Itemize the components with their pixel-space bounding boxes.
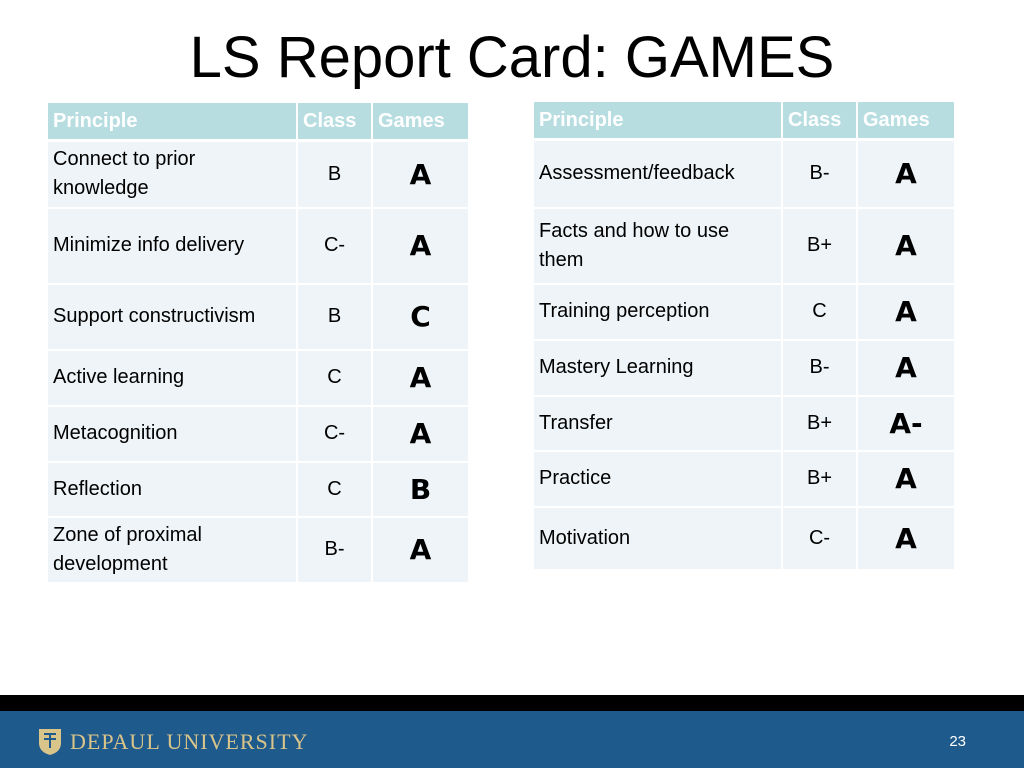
footer-black-band (0, 695, 1024, 711)
class-grade-cell: C- (297, 406, 372, 462)
header-principle: Principle (534, 102, 782, 140)
class-grade-cell: B- (782, 340, 857, 396)
principle-cell: Training perception (534, 284, 782, 340)
class-grade-cell: B (297, 141, 372, 208)
table-row (48, 284, 468, 350)
table-row (534, 140, 954, 208)
university-logo (38, 728, 308, 756)
principle-cell: Zone of proximal development (48, 517, 297, 583)
table-row (48, 208, 468, 284)
games-grade-cell: A (857, 507, 954, 570)
games-grade-cell: A (372, 350, 468, 406)
principle-cell: Metacognition (48, 406, 297, 462)
header-games: Games (372, 103, 468, 141)
table-header-row (48, 103, 468, 141)
class-grade-cell: B- (782, 140, 857, 208)
header-games: Games (857, 102, 954, 140)
principle-cell: Transfer (534, 396, 782, 451)
table-row (48, 350, 468, 406)
shield-icon (38, 728, 62, 756)
class-grade-cell: C (297, 462, 372, 517)
class-grade-cell: B+ (782, 208, 857, 284)
table-header-row (534, 102, 954, 140)
class-grade-cell: C- (782, 507, 857, 570)
page-number: 23 (949, 733, 966, 750)
principle-cell: Connect to prior knowledge (48, 141, 297, 208)
principle-cell: Mastery Learning (534, 340, 782, 396)
class-grade-cell: B- (297, 517, 372, 583)
class-grade-cell: B+ (782, 396, 857, 451)
principle-cell: Assessment/feedback (534, 140, 782, 208)
class-grade-cell: C (782, 284, 857, 340)
games-grade-cell: A (372, 517, 468, 583)
table-row (48, 141, 468, 208)
principle-cell: Motivation (534, 507, 782, 570)
table-row (48, 406, 468, 462)
right-report-table (534, 102, 954, 571)
games-grade-cell: A (857, 140, 954, 208)
games-grade-cell: A- (857, 396, 954, 451)
principle-cell: Practice (534, 451, 782, 507)
table-row (534, 208, 954, 284)
table-row (48, 462, 468, 517)
class-grade-cell: C (297, 350, 372, 406)
games-grade-cell: A (857, 284, 954, 340)
header-class: Class (782, 102, 857, 140)
games-grade-cell: A (857, 340, 954, 396)
class-grade-cell: B (297, 284, 372, 350)
slide-title: LS Report Card: GAMES (189, 25, 835, 90)
table-row (48, 517, 468, 583)
table-row (534, 340, 954, 396)
left-report-table (48, 103, 468, 584)
games-grade-cell: A (372, 141, 468, 208)
table-row (534, 507, 954, 570)
games-grade-cell: A (857, 208, 954, 284)
games-grade-cell: A (857, 451, 954, 507)
principle-cell: Minimize info delivery (48, 208, 297, 284)
header-class: Class (297, 103, 372, 141)
table-row (534, 284, 954, 340)
table-row (534, 451, 954, 507)
games-grade-cell: A (372, 208, 468, 284)
principle-cell: Reflection (48, 462, 297, 517)
games-grade-cell: A (372, 406, 468, 462)
principle-cell: Active learning (48, 350, 297, 406)
table-row (534, 396, 954, 451)
principle-cell: Support constructivism (48, 284, 297, 350)
games-grade-cell: B (372, 462, 468, 517)
class-grade-cell: B+ (782, 451, 857, 507)
principle-cell: Facts and how to use them (534, 208, 782, 284)
logo-text: DEPAUL UNIVERSITY (70, 729, 309, 754)
header-principle: Principle (48, 103, 297, 141)
games-grade-cell: C (372, 284, 468, 350)
class-grade-cell: C- (297, 208, 372, 284)
